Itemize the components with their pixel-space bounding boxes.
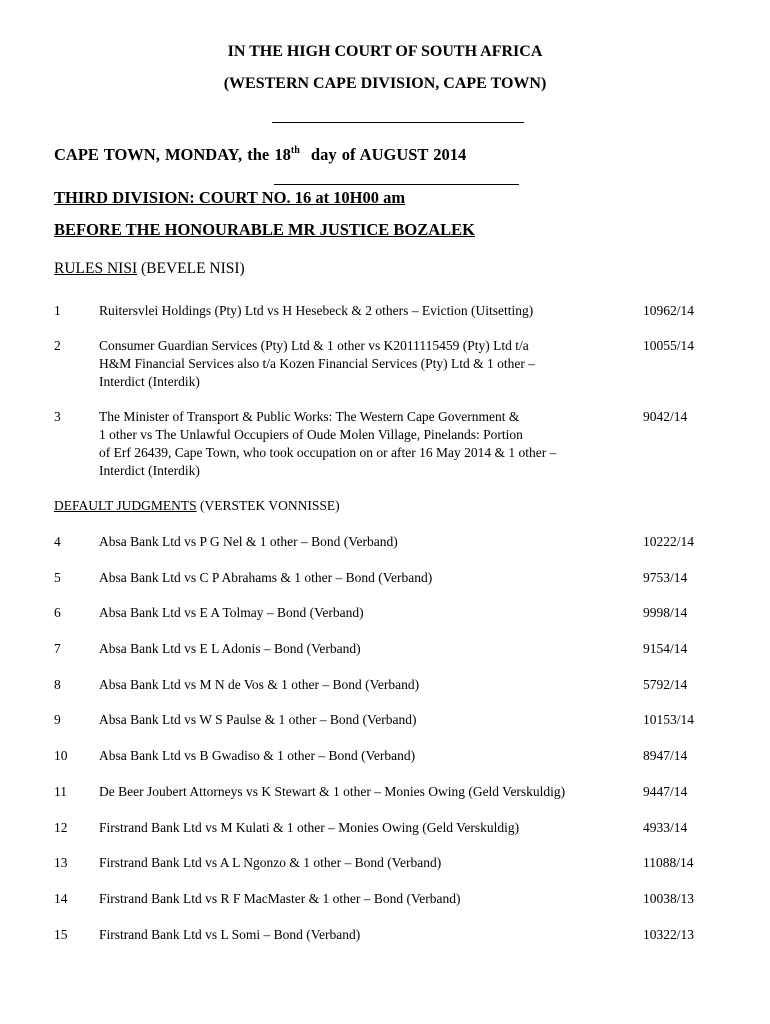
item-number: 1 [54, 303, 61, 318]
case-number: 10153/14 [643, 712, 695, 727]
rules-nisi-heading [54, 260, 245, 278]
default-judgments-title: DEFAULT JUDGMENTS [54, 498, 197, 513]
date-divider [274, 184, 519, 185]
case-number: 9998/14 [643, 605, 688, 620]
item-description: Absa Bank Ltd vs E L Adonis – Bond (Verband) [99, 641, 361, 656]
header-divider [272, 122, 524, 123]
item-description: Absa Bank Ltd vs C P Abrahams & 1 other – Bond (Verband) [99, 570, 433, 585]
case-number: 9042/14 [643, 409, 688, 424]
item-number: 15 [54, 927, 68, 942]
date-line [54, 145, 466, 165]
date-ordinal: th [290, 145, 300, 156]
case-number: 8947/14 [643, 748, 688, 763]
rules-nisi-subtitle: (BEVELE NISI) [137, 260, 245, 277]
default-judgments-heading [54, 498, 340, 514]
item-description: Absa Bank Ltd vs E A Tolmay – Bond (Verband) [99, 605, 364, 620]
item-number: 14 [54, 891, 68, 906]
item-number: 5 [54, 570, 61, 585]
item-number: 8 [54, 677, 61, 692]
item-description: Absa Bank Ltd vs M N de Vos & 1 other – Bond (Verband) [99, 677, 420, 692]
item-description: Firstrand Bank Ltd vs M Kulati & 1 other – Monies Owing (Geld Verskuldig) [99, 820, 520, 835]
item-description: Ruitersvlei Holdings (Pty) Ltd vs H Hesebeck & 2 others – Eviction (Uitsetting) [99, 303, 534, 318]
item-description: Absa Bank Ltd vs W S Paulse & 1 other – Bond (Verband) [99, 712, 417, 727]
item-description: Absa Bank Ltd vs P G Nel & 1 other – Bond (Verband) [99, 534, 398, 549]
case-number: 10962/14 [643, 303, 695, 318]
date-rest: day of AUGUST 2014 [305, 145, 467, 164]
item-number: 7 [54, 641, 61, 656]
date-prefix: CAPE TOWN, MONDAY, the 18 [54, 145, 291, 164]
item-number: 10 [54, 748, 68, 763]
case-number: 11088/14 [643, 855, 694, 870]
judge-line: BEFORE THE HONOURABLE MR JUSTICE BOZALEK [54, 220, 475, 239]
case-number: 9154/14 [643, 641, 688, 656]
item-number: 4 [54, 534, 61, 549]
rules-nisi-title: RULES NISI [54, 260, 138, 277]
item-description: De Beer Joubert Attorneys vs K Stewart & 1 other – Monies Owing (Geld Verskuldig) [99, 784, 566, 799]
case-number: 10038/13 [643, 891, 695, 906]
item-description: Firstrand Bank Ltd vs A L Ngonzo & 1 other – Bond (Verband) [99, 855, 442, 870]
item-description: The Minister of Transport & Public Works: The Western Cape Government & 1 other vs The Unlawful Occupiers of Oude Molen Village, Pinelands: Portion of Erf 26439, Cape Town, who took occupation on or after 16 May 2014 & 1 other – Interdict (Interdik) [99, 409, 557, 478]
case-number: 5792/14 [643, 677, 688, 692]
court-division-line: THIRD DIVISION: COURT NO. 16 at 10H00 am [54, 188, 406, 207]
case-number: 10222/14 [643, 534, 695, 549]
item-description: Firstrand Bank Ltd vs L Somi – Bond (Verband) [99, 927, 361, 942]
item-description: Firstrand Bank Ltd vs R F MacMaster & 1 other – Bond (Verband) [99, 891, 461, 906]
case-number: 9753/14 [643, 570, 688, 585]
item-number: 2 [54, 338, 61, 353]
court-title: IN THE HIGH COURT OF SOUTH AFRICA [227, 43, 543, 60]
item-description: Absa Bank Ltd vs B Gwadiso & 1 other – Bond (Verband) [99, 748, 416, 763]
item-number: 11 [54, 784, 67, 799]
item-description: Consumer Guardian Services (Pty) Ltd & 1 other vs K2011115459 (Pty) Ltd t/a H&M Financial Services also t/a Kozen Financial Services (Pty) Ltd & 1 other – Interdict (Interdik) [99, 338, 536, 389]
division-title: (WESTERN CAPE DIVISION, CAPE TOWN) [223, 75, 547, 92]
item-number: 13 [54, 855, 68, 870]
case-number: 10055/14 [643, 338, 695, 353]
default-judgments-subtitle: (VERSTEK VONNISSE) [196, 498, 340, 513]
item-number: 6 [54, 605, 61, 620]
item-number: 9 [54, 712, 61, 727]
case-number: 10322/13 [643, 927, 695, 942]
item-number: 12 [54, 820, 68, 835]
case-number: 9447/14 [643, 784, 688, 799]
item-number: 3 [54, 409, 61, 424]
case-number: 4933/14 [643, 820, 688, 835]
